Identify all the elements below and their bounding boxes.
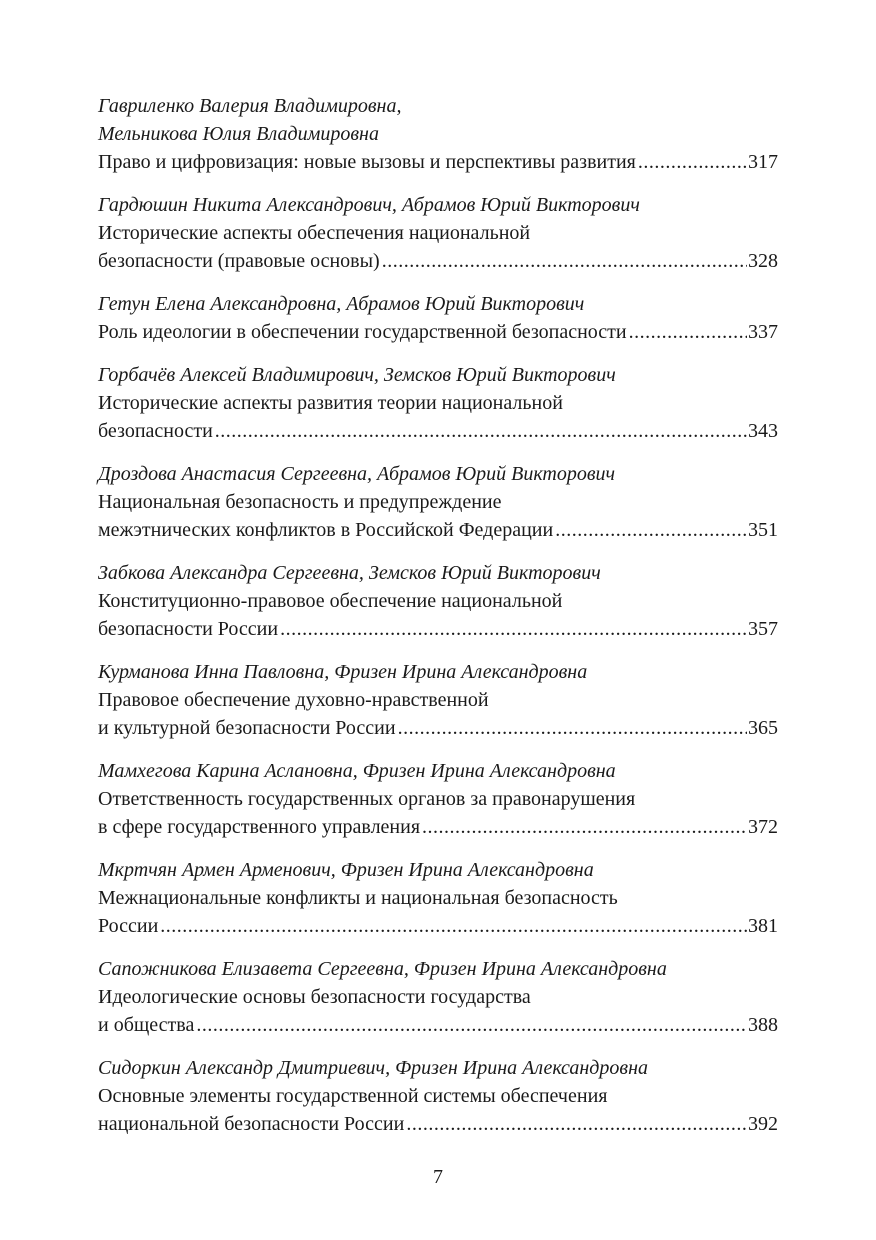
dot-leader bbox=[420, 813, 747, 841]
toc-entry-page: 372 bbox=[748, 816, 778, 838]
toc-entry-page: 343 bbox=[748, 420, 778, 442]
dot-leader bbox=[158, 912, 747, 940]
toc-entry-title: и общества bbox=[98, 1014, 195, 1036]
toc-entry-title-row bbox=[98, 912, 778, 940]
dot-leader bbox=[278, 615, 747, 643]
toc-entry-title: безопасности bbox=[98, 420, 213, 442]
toc-entry-authors: Сидоркин Александр Дмитриевич, Фризен Ирина Александровна bbox=[98, 1057, 649, 1079]
toc-entry-title: Право и цифровизация: новые вызовы и перспективы развития bbox=[98, 151, 636, 173]
toc-entry-page: 381 bbox=[748, 915, 778, 937]
toc-entry-title-row bbox=[98, 148, 778, 176]
toc-entry-authors: Мкртчян Армен Арменович, Фризен Ирина Александровна bbox=[98, 859, 594, 881]
dot-leader bbox=[380, 247, 747, 275]
toc-entry-title-row bbox=[98, 714, 778, 742]
toc-entry-authors: Гавриленко Валерия Владимировна, bbox=[98, 95, 402, 117]
toc-entry-title: России bbox=[98, 915, 159, 937]
toc-entry bbox=[98, 757, 778, 841]
toc-entry-title: Исторические аспекты развития теории национальной bbox=[98, 392, 563, 414]
toc-entry-authors: Мельникова Юлия Владимировна bbox=[98, 123, 379, 145]
toc-entry-authors: Гетун Елена Александровна, Абрамов Юрий Викторович bbox=[98, 293, 585, 315]
toc-entry-title: Идеологические основы безопасности государства bbox=[98, 986, 531, 1008]
dot-leader bbox=[404, 1110, 747, 1138]
toc-entry bbox=[98, 361, 778, 445]
toc-entry-page: 388 bbox=[748, 1014, 778, 1036]
toc-entry-title-row bbox=[98, 813, 778, 841]
toc-entry-page: 357 bbox=[748, 618, 778, 640]
toc-entry-page: 351 bbox=[748, 519, 778, 541]
toc-entry-authors: Дроздова Анастасия Сергеевна, Абрамов Юрий Викторович bbox=[98, 463, 616, 485]
toc-entry-title-row bbox=[98, 1110, 778, 1138]
toc-entry-title: безопасности России bbox=[98, 618, 279, 640]
toc-entry bbox=[98, 955, 778, 1039]
toc-entry bbox=[98, 460, 778, 544]
toc-entry bbox=[98, 191, 778, 275]
toc-entry-title: безопасности (правовые основы) bbox=[98, 250, 380, 272]
toc-entry-authors: Забкова Александра Сергеевна, Земсков Юрий Викторович bbox=[98, 562, 601, 584]
dot-leader bbox=[627, 318, 747, 346]
toc-entry-title-row bbox=[98, 516, 778, 544]
toc-entry-title: межэтнических конфликтов в Российской Федерации bbox=[98, 519, 554, 541]
toc-entry-title: Роль идеологии в обеспечении государственной безопасности bbox=[98, 321, 627, 343]
toc-entry-title: национальной безопасности России bbox=[98, 1113, 405, 1135]
toc-entry bbox=[98, 1054, 778, 1138]
toc-entry-authors: Горбачёв Алексей Владимирович, Земсков Юрий Викторович bbox=[98, 364, 616, 386]
toc-entry-title: Конституционно-правовое обеспечение национальной bbox=[98, 590, 563, 612]
toc-entry-page: 392 bbox=[748, 1113, 778, 1135]
dot-leader bbox=[213, 417, 747, 445]
page-number: 7 bbox=[433, 1166, 443, 1188]
toc-entry-title-row bbox=[98, 1011, 778, 1039]
toc-entry-title-row bbox=[98, 318, 778, 346]
toc-entry bbox=[98, 658, 778, 742]
toc-entry-title: Межнациональные конфликты и национальная безопасность bbox=[98, 887, 618, 909]
table-of-contents bbox=[98, 92, 778, 1153]
dot-leader bbox=[194, 1011, 747, 1039]
toc-entry bbox=[98, 92, 778, 176]
toc-entry-title-row bbox=[98, 247, 778, 275]
toc-entry-title: Правовое обеспечение духовно-нравственной bbox=[98, 689, 489, 711]
toc-entry-title: Основные элементы государственной системы обеспечения bbox=[98, 1085, 608, 1107]
toc-entry-title: в сфере государственного управления bbox=[98, 816, 421, 838]
toc-entry bbox=[98, 559, 778, 643]
toc-entry-title: Национальная безопасность и предупреждение bbox=[98, 491, 502, 513]
dot-leader bbox=[553, 516, 747, 544]
toc-entry-title-row bbox=[98, 615, 778, 643]
dot-leader bbox=[396, 714, 747, 742]
toc-entry-title: Исторические аспекты обеспечения национальной bbox=[98, 222, 531, 244]
toc-entry-title: и культурной безопасности России bbox=[98, 717, 396, 739]
toc-entry-page: 317 bbox=[748, 151, 778, 173]
toc-entry-authors: Курманова Инна Павловна, Фризен Ирина Александровна bbox=[98, 661, 588, 683]
toc-entry bbox=[98, 856, 778, 940]
toc-entry-title: Ответственность государственных органов за правонарушения bbox=[98, 788, 636, 810]
toc-entry-page: 337 bbox=[748, 321, 778, 343]
toc-entry-page: 328 bbox=[748, 250, 778, 272]
dot-leader bbox=[636, 148, 747, 176]
toc-entry-authors: Сапожникова Елизавета Сергеевна, Фризен Ирина Александровна bbox=[98, 958, 667, 980]
toc-entry bbox=[98, 290, 778, 346]
toc-entry-authors: Мамхегова Карина Аслановна, Фризен Ирина Александровна bbox=[98, 760, 616, 782]
toc-entry-authors: Гардюшин Никита Александрович, Абрамов Юрий Викторович bbox=[98, 194, 640, 216]
toc-entry-title-row bbox=[98, 417, 778, 445]
toc-entry-page: 365 bbox=[748, 717, 778, 739]
